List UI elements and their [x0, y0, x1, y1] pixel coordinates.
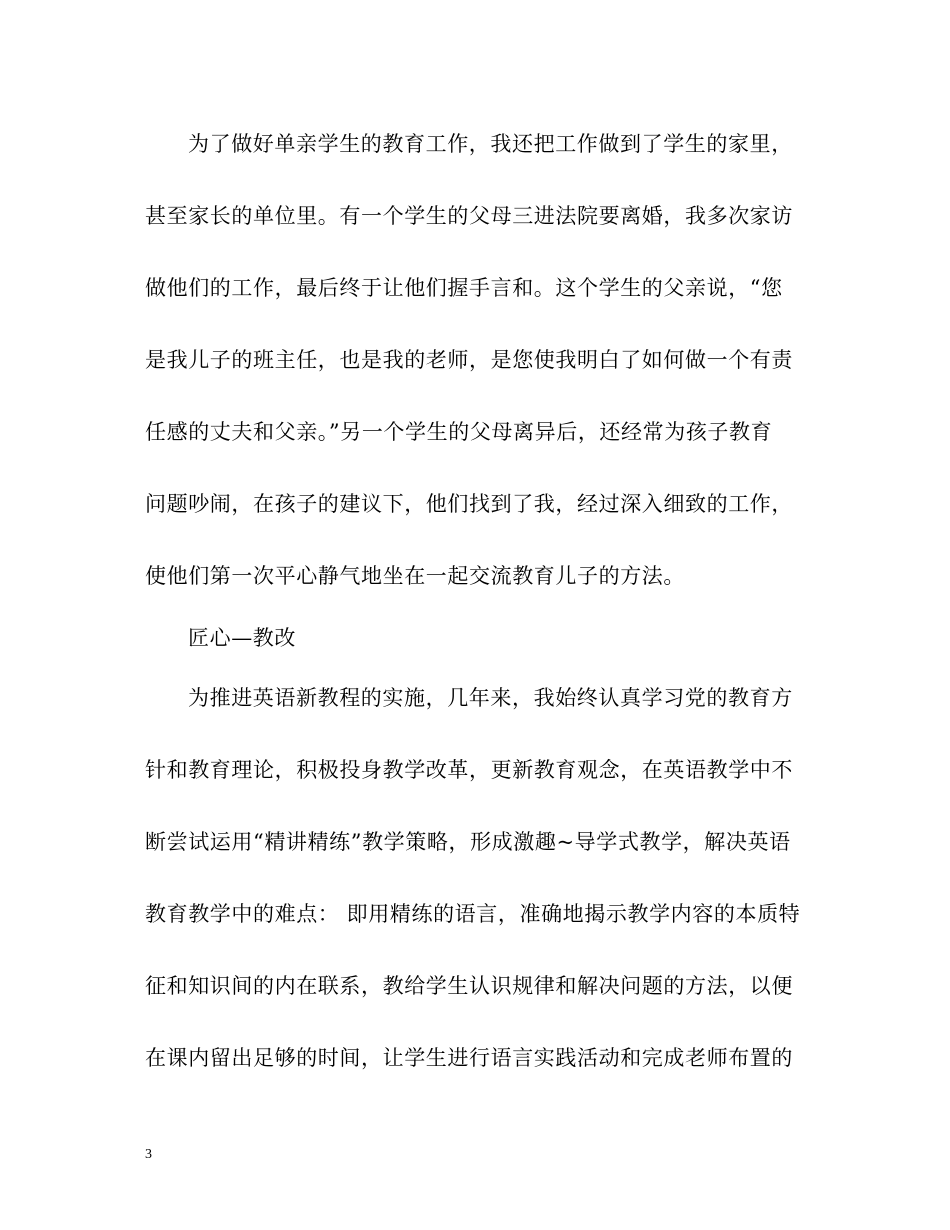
- paragraph-1-line-7: 使他们第一次平心静气地坐在一起交流教育儿子的方法。: [145, 564, 685, 588]
- paragraph-1-line-6: 问题吵闹，在孩子的建议下，他们找到了我，经过深入细致的工作，: [145, 492, 793, 516]
- paragraph-2-line-4: 教育教学中的难点： 即用精练的语言，准确地揭示教学内容的本质特: [145, 902, 801, 926]
- paragraph-1-line-4: 是我儿子的班主任，也是我的老师，是您使我明白了如何做一个有责: [145, 348, 793, 372]
- paragraph-2-line-3: 断尝试运用“精讲精练”教学策略，形成激趣~导学式教学，解决英语: [145, 830, 791, 854]
- paragraph-2-line-1: 为推进英语新教程的实施，几年来，我始终认真学习党的教育方: [188, 686, 793, 710]
- paragraph-1-line-1: 为了做好单亲学生的教育工作，我还把工作做到了学生的家里，: [188, 132, 793, 156]
- paragraph-2-line-6: 在课内留出足够的时间，让学生进行语言实践活动和完成老师布置的: [145, 1046, 793, 1070]
- paragraph-1-line-5: 任感的丈夫和父亲。”另一个学生的父母离异后，还经常为孩子教育: [145, 420, 773, 444]
- section-heading: 匠心—教改: [188, 626, 296, 650]
- paragraph-1-line-3: 做他们的工作，最后终于让他们握手言和。这个学生的父亲说，“您: [145, 276, 783, 300]
- paragraph-2-line-5: 征和知识间的内在联系，教给学生认识规律和解决问题的方法，以便: [145, 974, 793, 998]
- paragraph-1-line-2: 甚至家长的单位里。有一个学生的父母三进法院要离婚，我多次家访: [145, 204, 793, 228]
- page-number: 3: [145, 1147, 152, 1162]
- paragraph-2-line-2: 针和教育理论，积极投身教学改革，更新教育观念，在英语教学中不: [145, 758, 793, 782]
